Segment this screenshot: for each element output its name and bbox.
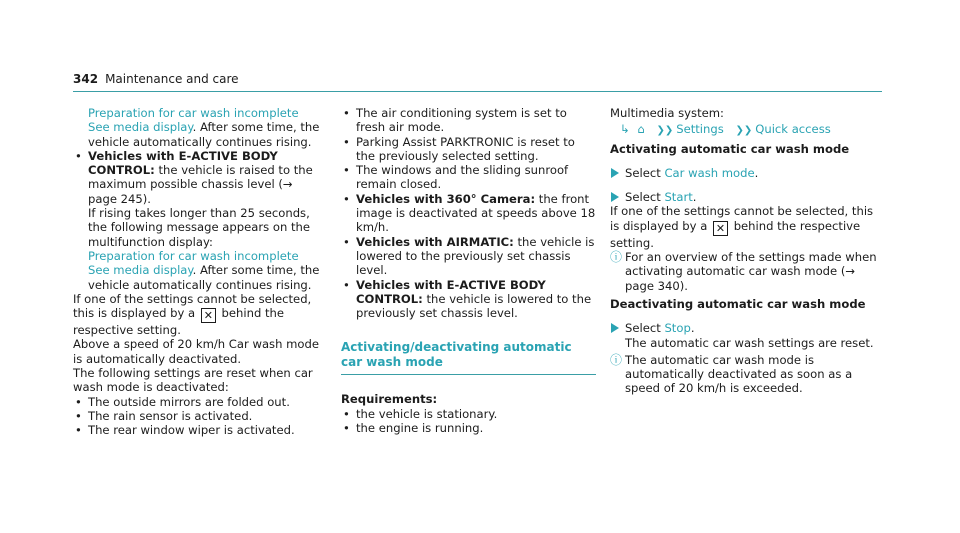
paragraph: If rising takes longer than 25 seconds, the following message appears on the multifunction display: xyxy=(88,206,311,249)
arrow-right-icon: ↳ xyxy=(620,122,630,137)
column-left xyxy=(73,106,323,438)
list-item: • Vehicles with E-ACTIVE BODY CONTROL: the vehicle is raised to the maximum possible chassis level (→ page 245). xyxy=(73,149,323,206)
note: ⓘ The automatic car wash mode is automatically deactivated as soon as a speed of 20 km/h is exceeded. xyxy=(610,352,853,396)
system-label: Multimedia system: xyxy=(610,106,724,120)
list-item: • Vehicles with 360° Camera: the front image is deactivated at speeds above 18 km/h. xyxy=(341,192,596,235)
display-message: Preparation for car wash incomplete See media display. After some time, the vehicle automatically continues rising. xyxy=(88,248,320,292)
list-item: • The rear window wiper is activated. xyxy=(73,423,323,437)
list-item: • The outside mirrors are folded out. xyxy=(73,395,323,409)
list-item: • The windows and the sliding sunroof remain closed. xyxy=(341,163,596,192)
activating-title: Activating automatic car wash mode xyxy=(610,141,850,156)
step-item: Select Start. xyxy=(610,190,880,204)
column-right xyxy=(610,106,880,396)
paragraph: Above a speed of 20 km/h Car wash mode is automatically deactivated. xyxy=(73,337,319,366)
paragraph: The automatic car wash settings are reset. xyxy=(625,335,874,350)
page-header xyxy=(73,72,239,86)
home-icon: ⌂ xyxy=(637,122,645,137)
list-item: • Vehicles with E-ACTIVE BODY CONTROL: the vehicle is lowered to the previously set chassis level. xyxy=(341,278,596,321)
double-chevron-icon: ❯❯ xyxy=(656,125,674,137)
list-item: • Parking Assist PARKTRONIC is reset to the previously selected setting. xyxy=(341,135,596,164)
header-rule xyxy=(73,91,882,92)
step-arrow-icon xyxy=(611,168,619,178)
x-mark-icon: ✕ xyxy=(713,221,728,236)
step-item: Select Car wash mode. xyxy=(610,166,880,180)
x-mark-icon: ✕ xyxy=(201,308,216,323)
paragraph: The following settings are reset when car wash mode is deactivated: xyxy=(73,366,313,395)
step-item: Select Stop. xyxy=(610,321,880,335)
list-item: • the vehicle is stationary. xyxy=(341,407,596,421)
display-message: Preparation for car wash incomplete See media display. After some time, the vehicle automatically continues rising. xyxy=(88,106,320,149)
double-chevron-icon: ❯❯ xyxy=(735,125,753,137)
page-title: Maintenance and care xyxy=(105,72,239,86)
info-icon: ⓘ xyxy=(610,352,623,367)
paragraph: If one of the settings cannot be selected, this is displayed by a ✕ behind the respective setting. xyxy=(610,204,874,250)
list-item: • The air conditioning system is set to fresh air mode. xyxy=(341,106,596,135)
step-arrow-icon xyxy=(611,192,619,202)
list-item: • Vehicles with AIRMATIC: the vehicle is lowered to the previously set chassis level. xyxy=(341,235,596,278)
requirements-title: Requirements: xyxy=(341,392,438,407)
list-item: • the engine is running. xyxy=(341,421,596,435)
section-title: Activating/deactivating automatic car wash mode xyxy=(341,340,572,370)
info-icon: ⓘ xyxy=(610,250,623,265)
page-number: 342 xyxy=(73,72,99,86)
list-item: • The rain sensor is activated. xyxy=(73,409,323,423)
menu-path: ↳ ⌂ ❯❯ Settings ❯❯ Quick access xyxy=(620,122,831,137)
column-middle xyxy=(341,106,596,435)
step-arrow-icon xyxy=(611,323,619,333)
deactivating-title: Deactivating automatic car wash mode xyxy=(610,296,866,311)
paragraph: If one of the settings cannot be selected, this is displayed by a ✕ behind the respective setting. xyxy=(73,291,312,338)
note: ⓘ For an overview of the settings made when activating automatic car wash mode (→ page 340). xyxy=(610,250,877,293)
